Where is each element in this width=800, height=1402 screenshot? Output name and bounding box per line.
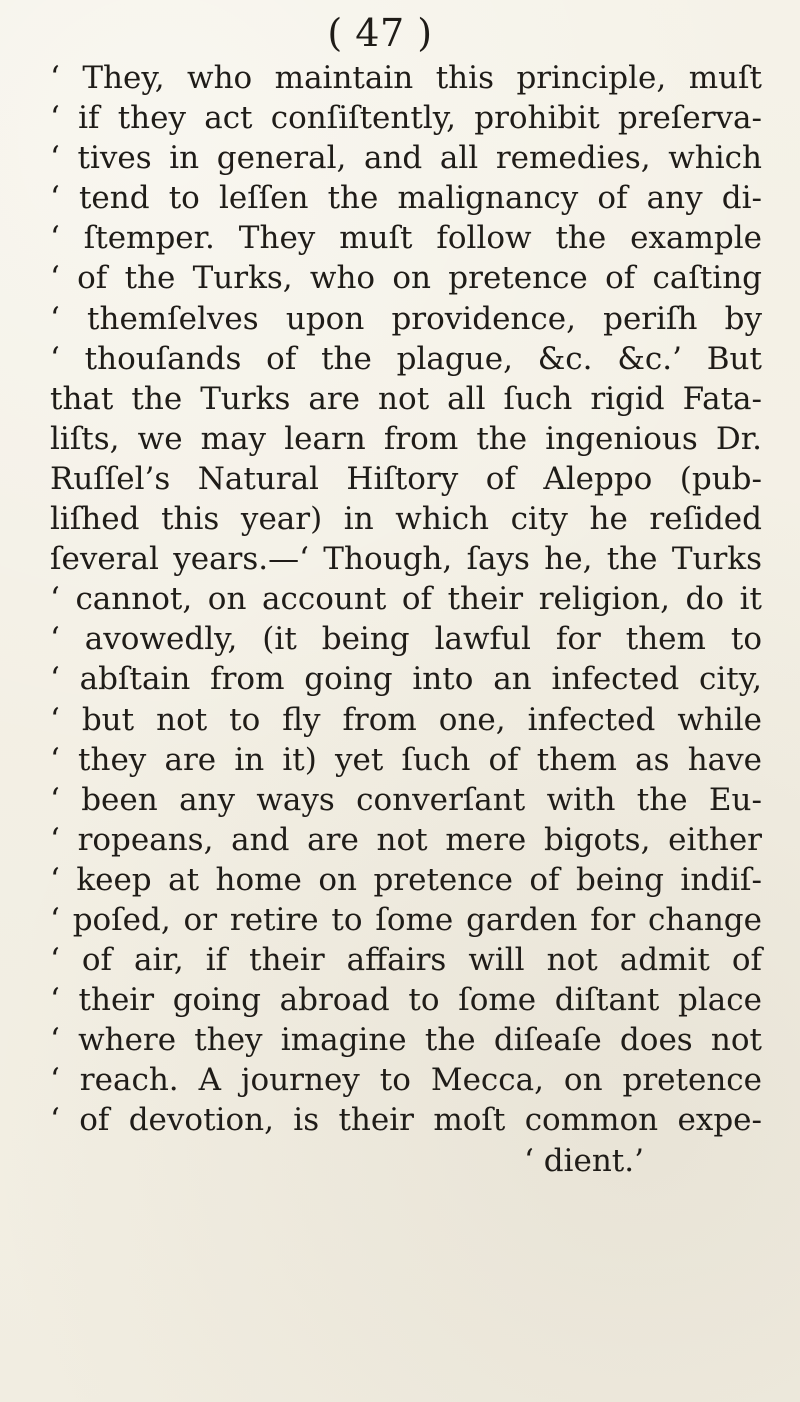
text-line: ‘ They, who maintain this principle, muſt: [50, 60, 762, 96]
text-line: ‘ of air, if their affairs will not admit of: [50, 942, 762, 979]
text-line: ‘ reach. A journey to Mecca, on pretence: [50, 1062, 762, 1099]
text-line: ‘ ſtemper. They muſt follow the example: [50, 220, 762, 257]
text-line: liſhed this year) in which city he reſided: [50, 501, 762, 538]
text-line: ‘ keep at home on pretence of being indiſ-: [50, 861, 762, 898]
text-line-final: ‘ dient.’: [524, 1142, 644, 1179]
page-number: ( 47 ): [327, 11, 433, 55]
text-line: Ruſſel’s Natural Hiſtory of Aleppo (pub-: [50, 460, 762, 497]
text-line: ‘ their going abroad to ſome diſtant place: [50, 982, 762, 1019]
body-text: [50, 58, 762, 1181]
text-line: liſts, we may learn from the ingenious Dr.: [50, 420, 762, 457]
text-line: ‘ poſed, or retire to ſome garden for change: [50, 901, 762, 938]
text-line: ‘ ropeans, and are not mere bigots, either: [50, 821, 762, 858]
text-line: ‘ if they act conſiſtently, prohibit preſerva-: [50, 100, 762, 137]
text-line: ‘ of devotion, is their moſt common expe-: [50, 1102, 762, 1139]
text-line: ‘ thouſands of the plague, &c. &c.’ But: [50, 340, 762, 377]
text-line: that the Turks are not all ſuch rigid Fata-: [50, 380, 762, 417]
text-line: ‘ but not to fly from one, infected while: [50, 701, 762, 738]
text-line: ‘ where they imagine the diſeaſe does not: [50, 1022, 762, 1059]
text-line: ‘ abſtain from going into an infected city,: [50, 661, 762, 698]
text-line: ‘ avowedly, (it being lawful for them to: [50, 621, 762, 658]
text-line: ‘ tives in general, and all remedies, which: [50, 140, 762, 177]
text-line: ſeveral years.—‘ Though, ſays he, the Turks: [50, 541, 762, 578]
text-line: ‘ tend to leſſen the malignancy of any di-: [50, 180, 762, 217]
text-line: ‘ they are in it) yet ſuch of them as have: [50, 741, 762, 778]
text-line: ‘ cannot, on account of their religion, do it: [50, 581, 762, 618]
text-line: ‘ of the Turks, who on pretence of caſting: [50, 260, 762, 297]
text-line: ‘ themſelves upon providence, periſh by: [50, 300, 762, 337]
text-line: ‘ been any ways converſant with the Eu-: [50, 781, 762, 818]
